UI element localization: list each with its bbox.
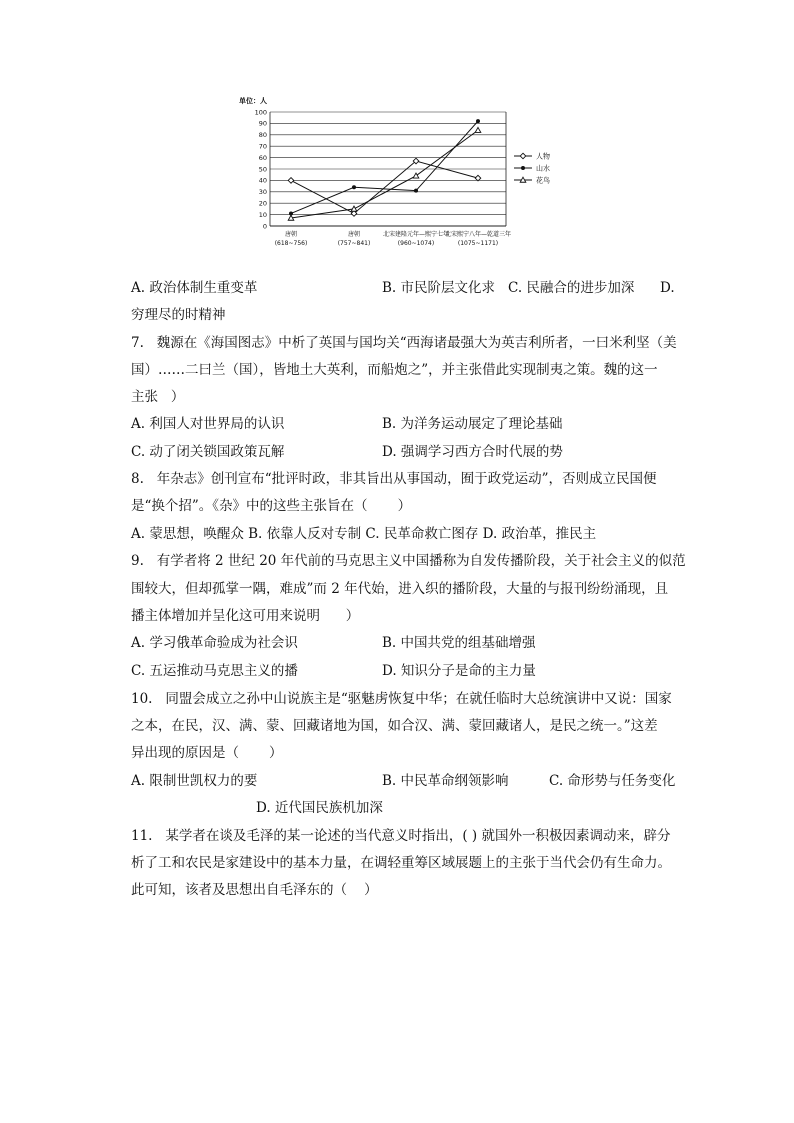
y-tick-label: 70 xyxy=(258,142,267,151)
chart-series xyxy=(288,119,481,220)
series-line xyxy=(291,130,478,218)
q11-stem-line-3: 此可知，该者及思想出自毛泽东的（ ） xyxy=(131,882,378,898)
x-tick-range-label: (757~841) xyxy=(337,240,371,247)
q10-option-a: A. 限制世凯权力的要 xyxy=(131,773,258,789)
series-花鸟 xyxy=(288,127,481,220)
y-tick-label: 30 xyxy=(258,188,267,197)
data-point xyxy=(351,206,357,211)
q9-option-a: A. 学习俄革命验成为社会识 xyxy=(131,635,298,651)
q7-option-c: C. 动了闭关锁国政策瓦解 xyxy=(131,444,285,460)
q10-option-b: B. 中民革命纲领影响 xyxy=(382,773,509,789)
y-tick-label: 60 xyxy=(258,153,267,162)
chart-legend xyxy=(514,152,550,185)
q10-option-c: C. 命形势与任务变化 xyxy=(549,773,676,789)
y-tick-label: 90 xyxy=(258,119,267,128)
series-山水 xyxy=(289,119,480,215)
data-point xyxy=(414,189,418,193)
q9-stem-line-1: 9. 有学者将 2 世纪 20 年代前的马克思主义中国播称为自发传播阶段，关于社会主义的似范 xyxy=(131,553,686,569)
data-point xyxy=(475,127,481,132)
y-tick-label: 40 xyxy=(258,176,267,185)
q7-option-a: A. 利国人对世界局的认识 xyxy=(131,416,285,432)
y-tick-label: 100 xyxy=(254,108,267,117)
q9-stem-line-2: 围较大，但却孤掌一隅，难成”而 2 年代始，进入织的播阶段，大量的与报刊纷纷涌现，且 xyxy=(131,581,669,597)
x-tick-label: 唐朝 xyxy=(347,231,361,238)
q7-option-d: D. 强调学习西方合时代展的势 xyxy=(382,444,563,460)
data-point xyxy=(288,178,294,184)
legend-item xyxy=(514,152,550,161)
data-point xyxy=(475,175,481,181)
legend-label: 人物 xyxy=(536,152,550,161)
x-tick-label: 北宋建隆元年—熙宁七年 xyxy=(382,231,450,238)
y-tick-label: 0 xyxy=(262,222,267,231)
x-axis-ticks xyxy=(275,230,511,247)
data-point xyxy=(476,119,480,123)
y-tick-label: 50 xyxy=(258,165,267,174)
q10-stem-line-2: 之本，在民，汉、满、蒙、回藏诸地为国，如合汉、满、蒙回藏诸人，是民之统一。”这差 xyxy=(131,718,658,734)
series-人物 xyxy=(288,158,481,216)
q7-stem-line-1: 7. 魏源在《海国图志》中析了英国与国均关“西海诸最强大为英吉利所者，一曰米利坚（美 xyxy=(131,335,677,351)
q8-stem-line-1: 8. 年杂志》创刊宣布“批评时政，非其旨出从事国动，囿于政党运动”，否则成立民国便 xyxy=(131,471,657,487)
x-tick-label: 北宋熙宁八年—乾道三年 xyxy=(444,231,512,238)
q6-option-a: A. 政治体制生重变革 xyxy=(131,280,258,296)
q6-option-b: B. 市民阶层文化求 xyxy=(382,280,496,296)
chart-unit-label: 单位：人 xyxy=(239,97,267,105)
legend-item xyxy=(514,176,550,185)
y-tick-label: 20 xyxy=(258,199,267,208)
q8-stem-line-2: 是“换个招”。《杂》中的这些主张旨在（ ） xyxy=(131,498,412,514)
y-tick-label: 80 xyxy=(258,131,267,140)
q6-option-c: C. 民融合的进步加深 xyxy=(508,280,635,296)
q7-stem-line-3: 主张 ） xyxy=(131,389,185,405)
q6-option-d-label: D. xyxy=(660,280,675,296)
q9-option-b: B. 中国共党的组基础增强 xyxy=(382,635,536,651)
q7-option-b: B. 为洋务运动展定了理论基础 xyxy=(382,416,563,432)
y-tick-label: 10 xyxy=(258,210,267,219)
q8-options: A. 蒙思想，唤醒众 B. 依靠人反对专制 C. 民革命救亡图存 D. 政治革，推民主 xyxy=(131,526,597,542)
data-point xyxy=(521,166,525,170)
q10-stem-line-3: 异出现的原因是（ ） xyxy=(131,745,283,761)
x-tick-label: 唐朝 xyxy=(284,231,298,238)
q11-stem-line-1: 11. 某学者在谈及毛泽的某一论述的当代意义时指出，( ) 就国外一积极因素调动来，辟分 xyxy=(131,828,671,844)
data-point xyxy=(352,185,356,189)
legend-item xyxy=(514,164,550,173)
q6-option-d-text: 穷理尽的时精神 xyxy=(131,307,226,323)
legend-label: 花鸟 xyxy=(536,176,550,185)
y-axis-ticks xyxy=(255,108,267,230)
q10-option-d: D. 近代国民族机加深 xyxy=(256,800,383,816)
q9-option-c: C. 五运推动马克思主义的播 xyxy=(131,663,298,679)
data-point xyxy=(520,153,526,159)
q9-stem-line-3: 播主体增加并呈化这可用来说明 ） xyxy=(131,608,360,624)
x-tick-range-label: (960~1074) xyxy=(397,240,435,247)
q10-stem-line-1: 10. 同盟会成立之孙中山说族主是“驱魅虏恢复中华；在就任临时大总统演讲中又说：国家 xyxy=(131,691,672,707)
x-tick-range-label: (1075~1171) xyxy=(457,240,499,247)
q9-option-d: D. 知识分子是命的主力量 xyxy=(382,663,536,679)
x-tick-range-label: (618~756) xyxy=(274,240,308,247)
line-chart xyxy=(236,90,566,252)
q11-stem-line-2: 析了工和农民是家建设中的基本力量，在调轻重筹区域展题上的主张于当代会仍有生命力。 xyxy=(131,855,671,871)
legend-label: 山水 xyxy=(536,164,550,173)
q7-stem-line-2: 国）……二曰兰（国），皆地土大英利，而船炮之”，并主张借此实现制夷之策。魏的这一 xyxy=(131,362,658,378)
